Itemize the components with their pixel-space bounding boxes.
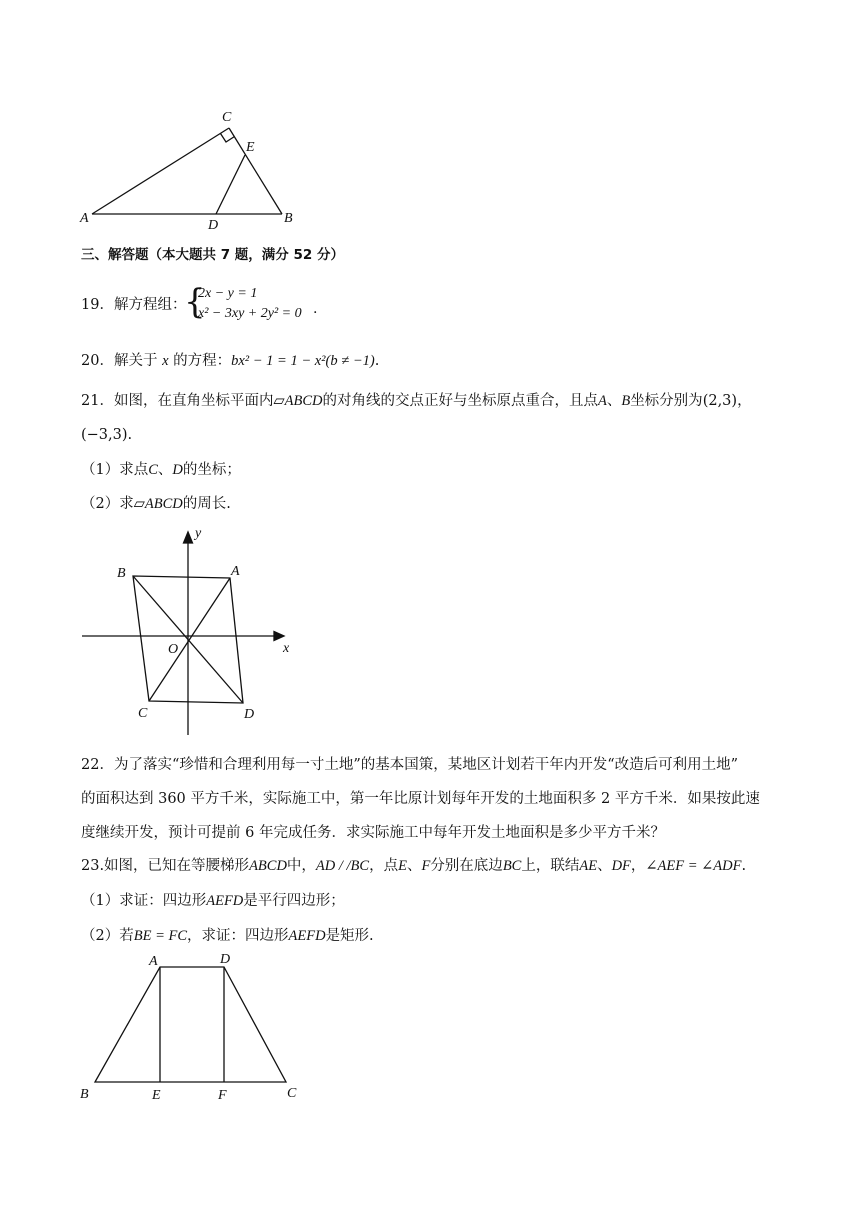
q23-aefd2: AEFD: [288, 928, 326, 944]
q21-line2-end: .: [127, 427, 133, 443]
q21-shape: ▱ABCD: [273, 393, 323, 409]
label-a2: A: [231, 564, 240, 579]
q19-prompt: 解方程组：: [113, 297, 187, 313]
q23-cond: BE = FC: [133, 928, 188, 944]
q23-text-a: 23.如图，已知在等腰梯形: [81, 858, 250, 874]
q19-eq1: 2x − y = 1: [198, 286, 258, 301]
q21-point-a: A: [597, 393, 607, 409]
q21-sub1-b: 的坐标；: [182, 462, 241, 478]
label-b3: B: [80, 1087, 89, 1102]
label-d: D: [208, 218, 219, 233]
q23-point-f: F: [421, 858, 431, 874]
q20-var: x: [162, 353, 169, 369]
label-c3: C: [287, 1086, 297, 1101]
q21-point-c: C: [148, 462, 158, 478]
q23-shape: ABCD: [249, 858, 287, 874]
label-b: B: [284, 211, 293, 226]
q23-sep: 、: [406, 858, 422, 874]
label-b2: B: [117, 566, 126, 581]
q21-point-b: B: [621, 393, 631, 409]
label-c: C: [222, 110, 232, 125]
q21-sub2-shape: ▱ABCD: [133, 496, 183, 512]
q23-text-e: 上，联结: [521, 858, 580, 874]
label-c2: C: [138, 706, 148, 721]
label-o: O: [168, 642, 179, 657]
q21-comma: ，: [737, 393, 752, 409]
q20-text-a: 解关于: [113, 353, 163, 369]
q20-end: .: [374, 353, 380, 369]
label-y: y: [195, 526, 202, 541]
q20-number: 20．: [81, 353, 114, 369]
label-d3: D: [220, 952, 231, 967]
q21-sub2-b: 的周长.: [182, 496, 231, 512]
q20-text-b: 的方程：: [168, 353, 232, 369]
q21-text-c: 坐标分别为: [630, 393, 703, 409]
label-f3: F: [218, 1088, 227, 1103]
q19-brace: {: [184, 282, 206, 322]
q22-line1: 22．为了落实“珍惜和合理利用每一寸土地”的基本国策，某地区计划若干年内开发“改造后可利用土地”: [81, 757, 739, 773]
label-x: x: [283, 641, 290, 656]
q19-end: .: [313, 301, 318, 317]
q19-number: 19．: [81, 297, 114, 313]
q23-df: DF: [611, 858, 631, 874]
q23-sub1-b: 是平行四边形；: [243, 893, 345, 909]
q21-text-b: 的对角线的交点正好与坐标原点重合，且点: [322, 393, 598, 409]
q23-text-b: 中，: [286, 858, 316, 874]
label-e3: E: [152, 1088, 161, 1103]
q23-point-e: E: [398, 858, 407, 874]
q23-comma: ，: [630, 858, 646, 874]
label-d2: D: [244, 707, 255, 722]
trapezoid-abcd: [95, 967, 286, 1082]
q22-line2: 的面积达到 360 平方千米，实际施工中，第一年比原计划每年开发的土地面积多 2 平方千米．如果按此速: [81, 791, 760, 807]
q23-angle: ∠AEF = ∠ADF: [645, 858, 742, 874]
q20-equation: bx² − 1 = 1 − x²(b ≠ −1): [231, 353, 375, 369]
q21-sep: 、: [606, 393, 622, 409]
q23-sub1-a: （1）求证：四边形: [81, 893, 207, 909]
q23-ae: AE: [579, 858, 598, 874]
q21-coord-a: (2,3): [702, 393, 738, 409]
label-e: E: [246, 140, 255, 155]
q23-bc: BC: [502, 858, 522, 874]
q23-text-c: ，点: [369, 858, 399, 874]
q23-sep2: 、: [597, 858, 612, 874]
q21-text-a: 21．如图，在直角坐标平面内: [81, 393, 274, 409]
q23-sub2-c: 是矩形.: [325, 928, 374, 944]
q19-eq2-text: x² − 3xy + 2y² = 0: [198, 306, 302, 321]
q22-line3: 度继续开发，预计可提前 6 年完成任务．求实际施工中每年开发土地面积是多少平方千米？: [81, 825, 665, 841]
q21-coord-b: (−3,3): [81, 427, 128, 443]
q23-sub2-b: ，求证：四边形: [187, 928, 289, 944]
q21-point-d: D: [172, 462, 183, 478]
label-a: A: [80, 211, 89, 226]
q21-sub1-a: （1）求点: [81, 462, 149, 478]
q21-sub2-a: （2）求: [81, 496, 134, 512]
q23-text-d: 分别在底边: [430, 858, 503, 874]
q23-aefd: AEFD: [206, 893, 244, 909]
q23-parallel: AD / /BC: [315, 858, 370, 874]
q23-end: .: [741, 858, 747, 874]
label-a3: A: [149, 954, 158, 969]
q21-sub1-sep: 、: [157, 462, 173, 478]
q23-sub2-a: （2）若: [81, 928, 134, 944]
section-title: 三、解答题（本大题共 7 题，满分 52 分）: [81, 247, 344, 263]
